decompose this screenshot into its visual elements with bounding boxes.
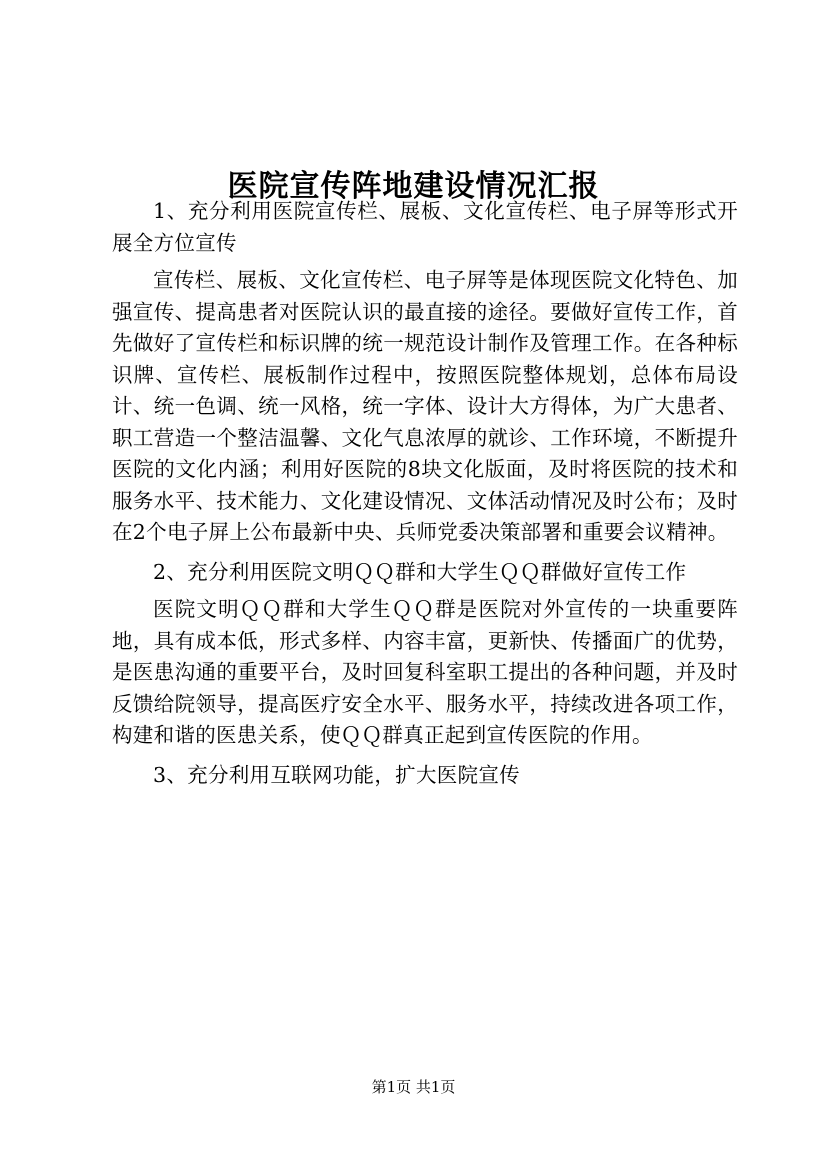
section-heading-1: 1、充分利用医院宣传栏、展板、文化宣传栏、电子屏等形式开展全方位宣传: [112, 199, 738, 255]
document-body: [112, 196, 738, 795]
section-body-1: 宣传栏、展板、文化宣传栏、电子屏等是体现医院文化特色、加强宣传、提高患者对医院认识的最直接的途径。要做好宣传工作，首先做好了宣传栏和标识牌的统一规范设计制作及管理工作。在各种标识牌、宣传栏、展板制作过程中，按照医院整体规划，总体布局设计、统一色调、统一风格，统一字体、设计大方得体，为广大患者、职工营造一个整洁温馨、文化气息浓厚的就诊、工作环境，不断提升医院的文化内涵；利用好医院的8块文化版面，及时将医院的技术和服务水平、技术能力、文化建设情况、文体活动情况及时公布；及时在2个电子屏上公布最新中央、兵师党委决策部署和重要会议精神。: [112, 268, 738, 544]
section-heading-3: 3、充分利用互联网功能，扩大医院宣传: [153, 762, 520, 787]
section-body-2: 医院文明ＱＱ群和大学生ＱＱ群是医院对外宣传的一块重要阵地，具有成本低，形式多样、内容丰富，更新快、传播面广的优势，是医患沟通的重要平台，及时回复科室职工提出的各种问题，并及时反馈给院领导，提高医疗安全水平、服务水平，持续改进各项工作，构建和谐的医患关系，使ＱＱ群真正起到宣传医院的作用。: [112, 597, 738, 747]
document-title: 医院宣传阵地建设情况汇报: [227, 169, 600, 205]
page-footer: 第1页 共1页: [371, 1078, 456, 1096]
section-heading-2: 2、充分利用医院文明ＱＱ群和大学生ＱＱ群做好宣传工作: [153, 559, 687, 584]
